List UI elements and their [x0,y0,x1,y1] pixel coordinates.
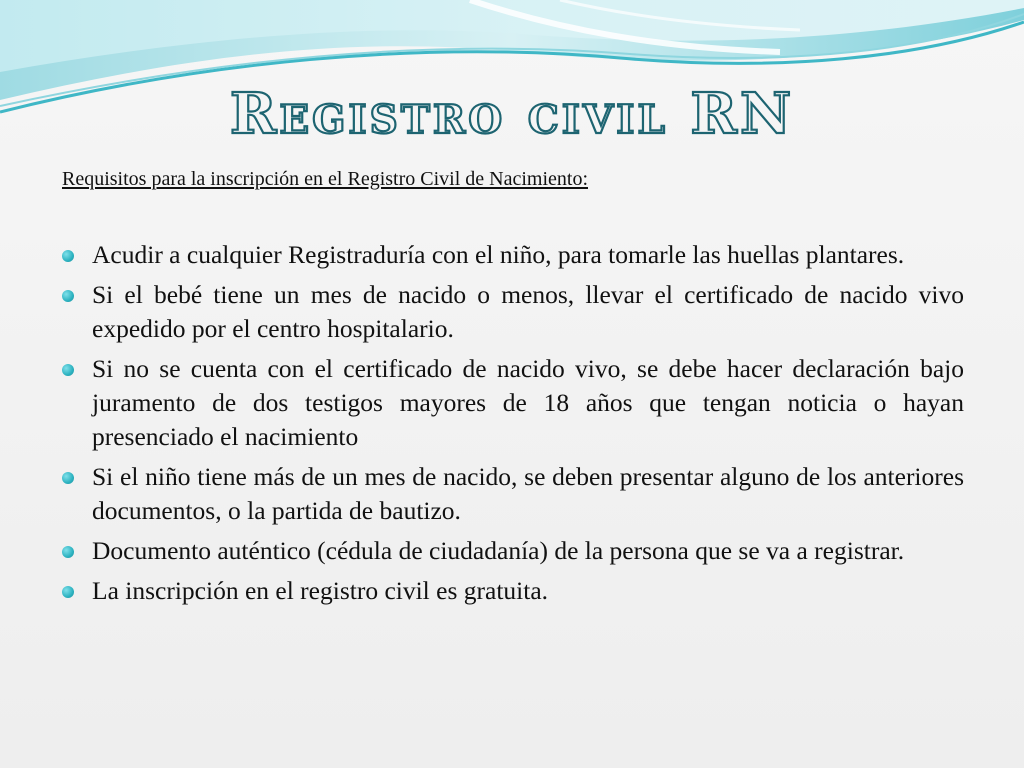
list-item-text: Si no se cuenta con el certificado de nacido vivo, se debe hacer declaración bajo juramento de dos testigos mayores de 18 años que tengan noticia o hayan presenciado el nacimiento [92,354,964,451]
list-item [62,574,964,608]
bullet-dot-icon [62,250,74,262]
list-item [62,278,964,346]
bullet-dot-icon [62,364,74,376]
bullet-dot-icon [62,586,74,598]
list-item-text: La inscripción en el registro civil es gratuita. [92,576,549,605]
requirements-list [62,238,964,614]
list-item-text: Acudir a cualquier Registraduría con el niño, para tomarle las huellas plantares. [92,240,905,269]
list-item [62,238,964,272]
list-item [62,352,964,454]
list-item [62,460,964,528]
list-item-text: Si el bebé tiene un mes de nacido o menos, llevar el certificado de nacido vivo expedido por el centro hospitalario. [92,280,964,343]
bullet-dot-icon [62,290,74,302]
bullet-dot-icon [62,546,74,558]
bullet-dot-icon [62,472,74,484]
list-item-text: Si el niño tiene más de un mes de nacido, se deben presentar alguno de los anteriores documentos, o la partida de bautizo. [92,462,964,525]
list-item-text: Documento auténtico (cédula de ciudadanía) de la persona que se va a registrar. [92,536,905,565]
slide-title: Registro civil RN [229,81,795,147]
slide-subtitle: Requisitos para la inscripción en el Registro Civil de Nacimiento: [62,168,588,190]
list-item [62,534,964,568]
